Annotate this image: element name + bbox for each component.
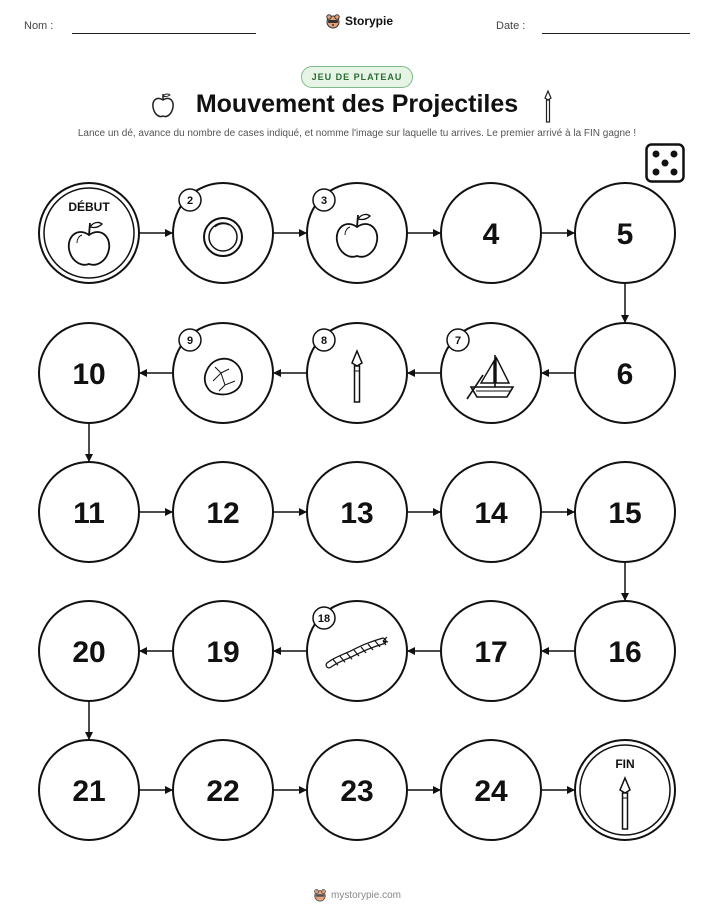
board-cell[interactable]	[307, 323, 407, 423]
page-title: Mouvement des Projectiles	[195, 90, 519, 118]
cell-number: 12	[206, 497, 240, 530]
board-cell[interactable]	[441, 601, 541, 701]
cell-number: 20	[72, 636, 106, 669]
board-cell[interactable]	[575, 183, 675, 283]
cell-number: 6	[616, 358, 634, 391]
date-label: Date :	[496, 20, 526, 32]
cell-number: 17	[474, 636, 508, 669]
cell-number: 19	[206, 636, 240, 669]
svg-text:18: 18	[317, 613, 331, 625]
brand-name: Storypie	[345, 14, 394, 28]
svg-text:2: 2	[186, 195, 194, 207]
board-cell[interactable]	[575, 323, 675, 423]
cell-number: 5	[616, 218, 634, 251]
board-cell[interactable]	[441, 183, 541, 283]
svg-text:9: 9	[186, 335, 194, 347]
ring-icon	[204, 218, 242, 256]
board-cell[interactable]	[575, 462, 675, 562]
storypie-mascot-icon	[313, 888, 327, 902]
cell-number-badge	[447, 329, 469, 351]
cell-number: 13	[340, 497, 374, 530]
start-label: DÉBUT	[68, 200, 110, 214]
board-cell[interactable]	[441, 740, 541, 840]
instructions-text: Lance un dé, avance du nombre de cases indiqué, et nomme l'image sur laquelle tu arrives. Le premier arrivé à la FIN gagne !	[77, 128, 637, 139]
footer	[0, 888, 714, 902]
end-cell[interactable]	[575, 740, 675, 840]
start-cell[interactable]	[39, 183, 139, 283]
board-cell[interactable]	[307, 740, 407, 840]
board-cell[interactable]	[39, 601, 139, 701]
cell-number-badge	[313, 607, 335, 629]
cell-number: 21	[72, 775, 106, 808]
board-cell[interactable]	[173, 462, 273, 562]
cell-number: 22	[206, 775, 240, 808]
board-cell[interactable]	[173, 601, 273, 701]
board-cell[interactable]	[39, 740, 139, 840]
svg-text:8: 8	[320, 335, 328, 347]
board-cell[interactable]	[39, 462, 139, 562]
board-cell[interactable]	[173, 183, 273, 283]
cell-number: 11	[73, 497, 105, 530]
cell-number-badge	[179, 189, 201, 211]
board-cell[interactable]	[307, 601, 407, 701]
cell-number: 4	[482, 218, 500, 251]
cell-number: 14	[474, 497, 508, 530]
cell-number: 15	[608, 497, 642, 530]
cell-number: 16	[608, 636, 642, 669]
board-cell[interactable]	[441, 323, 541, 423]
board-cell[interactable]	[173, 323, 273, 423]
cell-number-badge	[179, 329, 201, 351]
end-label: FIN	[615, 757, 635, 771]
cell-number: 23	[340, 775, 374, 808]
board-cell[interactable]	[441, 462, 541, 562]
board-cell[interactable]	[307, 462, 407, 562]
cell-number-badge	[313, 189, 335, 211]
board-cell[interactable]	[173, 740, 273, 840]
cell-number: 10	[72, 358, 106, 391]
cell-number-badge	[313, 329, 335, 351]
board-cell[interactable]	[575, 601, 675, 701]
svg-text:3: 3	[320, 195, 328, 207]
board-cell[interactable]	[307, 183, 407, 283]
footer-url: mystorypie.com	[330, 889, 401, 901]
cell-number: 24	[474, 775, 508, 808]
svg-text:7: 7	[454, 335, 462, 347]
category-badge: JEU DE PLATEAU	[301, 66, 413, 88]
name-label: Nom :	[24, 20, 54, 32]
board-cell[interactable]	[39, 323, 139, 423]
rock-icon	[205, 359, 242, 395]
